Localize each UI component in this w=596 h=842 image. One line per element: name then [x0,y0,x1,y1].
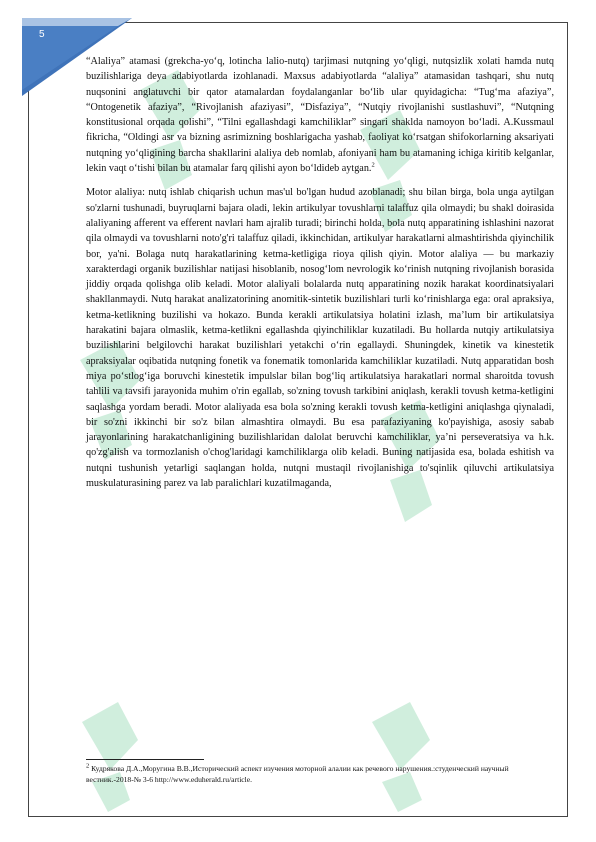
body-text [86,54,554,491]
footnote-separator [86,759,204,760]
paragraph-1 [86,54,554,176]
watermark-logo-6 [372,702,430,812]
page-number: 5 [39,29,45,40]
footnote-reference[interactable]: 2 [371,161,375,169]
footnote-number: 2 [86,762,90,770]
watermark-logo-5 [82,702,138,812]
paragraph-2: Motor alaliya: nutq ishlab chiqarish uchun mas'ul bo'lgan hudud azoblanadi; shu bilan birga, bola unga aytilgan so'zlarni tushunadi, buyruqlarni bajara oladi, lekin artikulyar tovushlarni talaffuz qila olmaydi; bu shakl doirasida alaliyaning afferent va efferent navlari ham ajralib turadi; birinchi holda, bola nutq apparatining ishlashini nazorat qila olmaydi va tovushlarni noto'g'ri talaffuz qiladi, ikkinchidan, artikulyar harakatlarni almashtirishda qiyinchilik bor, ya'ni. Bolaga nutq harakatlarining ketma-ketligiga rioya qilish qiyin. Motor alaliya — bu markaziy xarakterdagi organik buzilishlar natijasi hisoblanib, nosog‘lom nevrologik ko‘rinish nutqning rivojlanish borasida jiddiy orqada qolishga olib keladi. Motor alaliyali bolalarda nutq apparatining nozik harakat koordinatsiyalari shakllanmaydi. Nutq harakat analizatorining anomitik-sintetik buzilishlari turli ko‘rinishlarga ega: oral apraksiya, ketma-ketlikning buzilishi va hokazo. Bunda kerakli artikulatsiya holatini izlash, ma’lum bir artikulatsiya harakatini bajara olmaslik, ketma-ketlikni egallashda qiyinchiliklar kuzatiladi. Bu hollarda nutqiy artikulatsiya buzilishlarini belgilovchi harakat buzilishlari yetakchi o‘rin egallaydi. Shuningdek, kinetik va kinestetik apraksiyalar oqibatida nutqning fonetik va fonematik tomonlarida kamchiliklar kuzatiladi. Nutq apparatidan bosh miya po‘stlog‘iga boruvchi kinestetik impulslar bilan bog‘liq artikulatsiya harakatlari normal sharoitda tovush tahlili va tavsifi jarayonida muhim o'rin egallab, so'zning tovush tarkibini aniqlash, kerakli tovush ketma-ketligini saqlashga yordam beradi. Motor alaliyada esa bola so'zning kerakli tovush ketma-ketligini aniqlashga qiynaladi, bir so'zni ikkinchi bir so'z bilan almashtira olmaydi. Bu esa parafaziyaning ko'payishiga, asosiy sabab jarayonlarining harakatchanligining buzilishlaridan dalolat beruvchi kamchiliklar, ya’ni perseveratsiya va h.k. qo'zg'alish va tormozlanish o'chog'laridagi kamchiliklarga olib keladi. Buning natijasida esa, bolada eshitish va nutqni tushunish yetarligi saqlangan holda, nutqni mustaqil rivojlanishiga to'sqinlik qiluvchi artikulatsiya muskulaturasining parez va lab paralichlari kuzatilmaganda, [86,187,554,490]
footnote [86,763,516,785]
paragraph-1-text: “Alaliya” atamasi (grekcha-yo‘q, lotincha lalio-nutq) tarjimasi nutqning yo‘qligi, nutqsizlik xolati hamda nutq buzilishlariga deya adabiyotlarda izohlanadi. Maxsus adabiyotlarda “alaliya” atamasidan tashqari, shu nutq nuqsonini anglatuvchi bir qator atamalardan foydalanganlar bo‘lib ular quyidagicha: “Tug‘ma afaziya”, “Ontogenetik afaziya”, “Rivojlanish afaziyasi”, “Disfaziya”, “Nutqiy rivojlanishi sustlashuvi”, “Nutqning konstitusional orqada qolishi”, “Tilni egallashdagi kamchiliklar” singari shaklda namoyon bo‘ladi. A.Kussmaul fikricha, “Oldingi asr va bizning asrimizning boshlarigacha yashab, faoliyat ko‘rsatgan shifokorlarning aksariyati nutqning yo‘qligining barcha shakllarini alaliya deb nomlab, afoniyani ham bu atamaning ichiga kiritib kelganlar, lekin vaqt o‘tishi bilan bu atamalar farq qilishi ayon bo‘ldideb aytgan. [86,56,554,175]
footnote-text: Кудрякова Д.А.,Моругина В.В.,Исторический аспект изучения моторной алалии как речевого нарушения.:студенческий научный вестник.-2018-№ 3-6 http://www.eduherald.ru/article. [86,764,509,784]
